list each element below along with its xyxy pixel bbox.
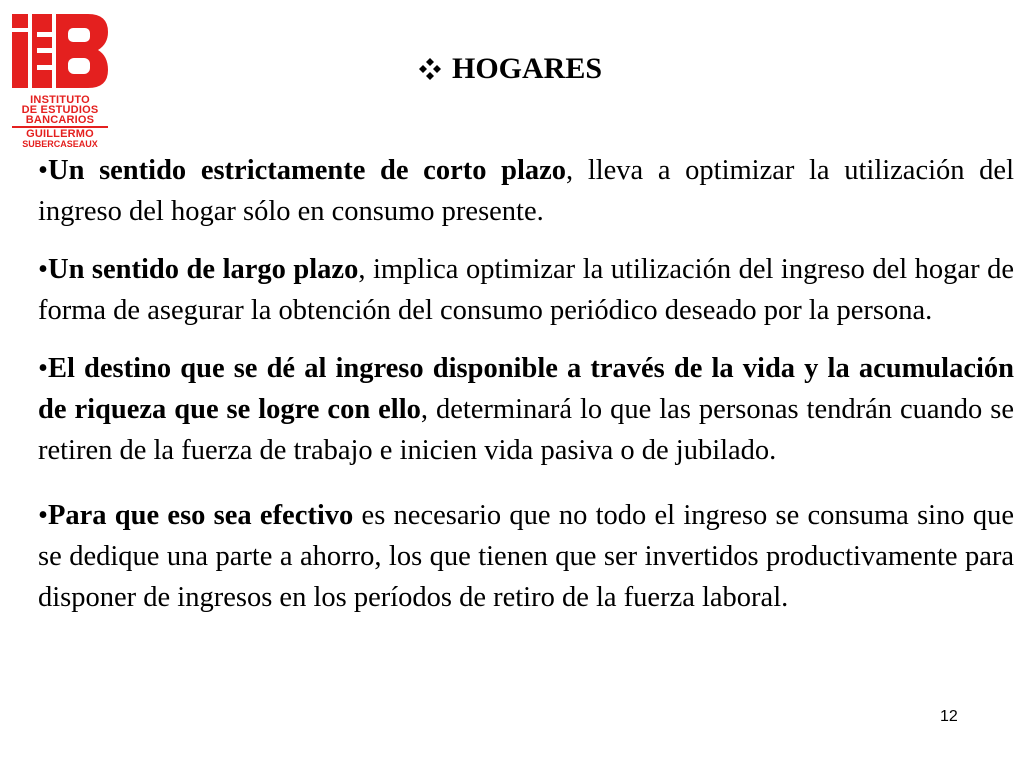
paragraph-text: , lleva a optimizar la utilización del ingreso del hogar sólo en consumo presente. (38, 155, 1014, 227)
logo-line: SUBERCASEAUX (22, 138, 98, 149)
logo-line: BANCARIOS (25, 114, 95, 126)
paragraph-text: es necesario que no todo el ingreso se consuma sino que se dedique una parte a ahorro, los que tienen que ser invertidos productivamente para disponer de ingresos en los períodos de retiro de la fuerza laboral. (38, 500, 1014, 613)
diamond-bullet-icon (418, 57, 442, 81)
paragraph-emphasis: Para que eso sea efectivo (47, 500, 354, 531)
paragraph-emphasis: Un sentido estrictamente de corto plazo (47, 155, 567, 186)
slide-title-text: HOGARES (452, 52, 603, 85)
bullet-paragraph (38, 249, 1014, 331)
bullet-paragraph (38, 348, 1014, 471)
logo-wordmark (10, 95, 110, 149)
paragraph-emphasis: El destino que se dé al ingreso disponible a través de la vida y la acumulación de riqueza que se logre con ello (38, 353, 1014, 425)
page-number: 12 (940, 708, 958, 725)
logo-line: GUILLERMO (26, 127, 94, 140)
slide-body (38, 150, 1014, 618)
paragraph-emphasis: Un sentido de largo plazo (47, 254, 359, 285)
logo-mark-icon (10, 12, 110, 90)
logo-line: INSTITUTO (30, 94, 90, 106)
bullet-marker: • (38, 254, 48, 285)
bullet-marker: • (38, 155, 48, 186)
institute-logo (10, 12, 110, 162)
bullet-paragraph (38, 150, 1014, 232)
bullet-marker: • (38, 500, 48, 531)
logo-line: DE ESTUDIOS (21, 104, 99, 116)
bullet-marker: • (38, 353, 48, 384)
bullet-paragraph (38, 495, 1014, 618)
slide-title (418, 52, 602, 86)
paragraph-text: , implica optimizar la utilización del ingreso del hogar de forma de asegurar la obtención del consumo periódico deseado por la persona. (38, 254, 1014, 326)
paragraph-text: , determinará lo que las personas tendrán cuando se retiren de la fuerza de trabajo e inicien vida pasiva o de jubilado. (38, 394, 1014, 466)
